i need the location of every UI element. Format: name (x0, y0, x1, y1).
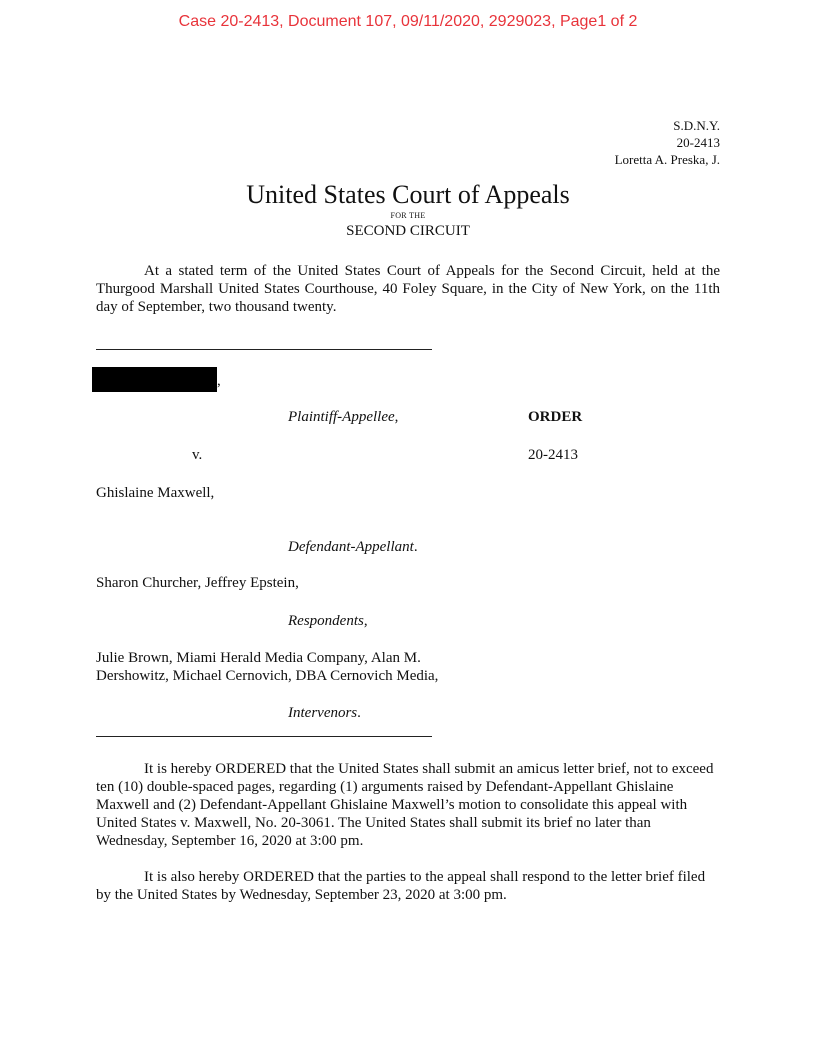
intervenors-line-1: Julie Brown, Miami Herald Media Company, Alan M. (96, 650, 421, 666)
respondents-role (288, 612, 368, 630)
versus: v. (192, 447, 203, 463)
plaintiff-role-comma: , (394, 409, 399, 425)
intro-paragraph: At a stated term of the United States Court of Appeals for the Second Circuit, held at the Thurgood Marshall United States Courthouse, 40 Foley Square, in the City of New York, on the 11th day of September, two thousand twenty. (96, 263, 720, 315)
intervenors-line-2: Dershowitz, Michael Cernovich, DBA Cernovich Media, (96, 668, 439, 684)
intervenors-role-text: Intervenors (288, 705, 358, 721)
caption-top-rule (96, 349, 432, 350)
respondents-names: Sharon Churcher, Jeffrey Epstein, (96, 575, 299, 591)
court-title: United States Court of Appeals (246, 180, 570, 209)
plaintiff-suffix: , (217, 373, 221, 389)
order-paragraph-2: It is also hereby ORDERED that the parties to the appeal shall respond to the letter brief filed by the United States by Wednesday, September 23, 2020 at 3:00 pm. (96, 869, 706, 903)
caption-bottom-rule (96, 736, 432, 737)
order-docket: 20-2413 (528, 447, 578, 463)
for-the-label: FOR THE (390, 211, 426, 220)
defendant-name: Ghislaine Maxwell, (96, 485, 215, 501)
redaction-block (92, 367, 217, 392)
court-below: S.D.N.Y. (673, 118, 720, 133)
defendant-role-period: . (413, 539, 418, 555)
order-paragraph-1: It is hereby ORDERED that the United States shall submit an amicus letter brief, not to exceed ten (10) double-spaced pages, regarding (1) arguments raised by Defendant-Appellant Ghislaine Maxwell and (2) Defendant-Appellant Ghislaine Maxwell’s motion to consolidate this appeal with United States v. Maxwell, No. 20-3061. The United States shall submit its brief no later than Wednesday, September 16, 2020 at 3:00 pm. (96, 761, 714, 849)
circuit-name: SECOND CIRCUIT (346, 223, 470, 239)
intervenors-role (288, 704, 361, 722)
plaintiff-role (288, 408, 398, 426)
defendant-role-text: Defendant-Appellant (288, 539, 414, 555)
intervenors-role-period: . (357, 705, 361, 721)
intervenors-names (96, 649, 438, 685)
respondents-role-text: Respondents (288, 613, 364, 629)
defendant-role (288, 538, 418, 556)
plaintiff-role-text: Plaintiff-Appellee (288, 409, 395, 425)
case-header-stamp: Case 20-2413, Document 107, 09/11/2020, 2929023, Page1 of 2 (178, 13, 638, 30)
meta-block (615, 117, 720, 168)
order-label: ORDER (528, 409, 583, 425)
judge-name: Loretta A. Preska, J. (614, 152, 720, 167)
respondents-role-comma: , (363, 613, 368, 629)
docket-number: 20-2413 (676, 135, 720, 150)
